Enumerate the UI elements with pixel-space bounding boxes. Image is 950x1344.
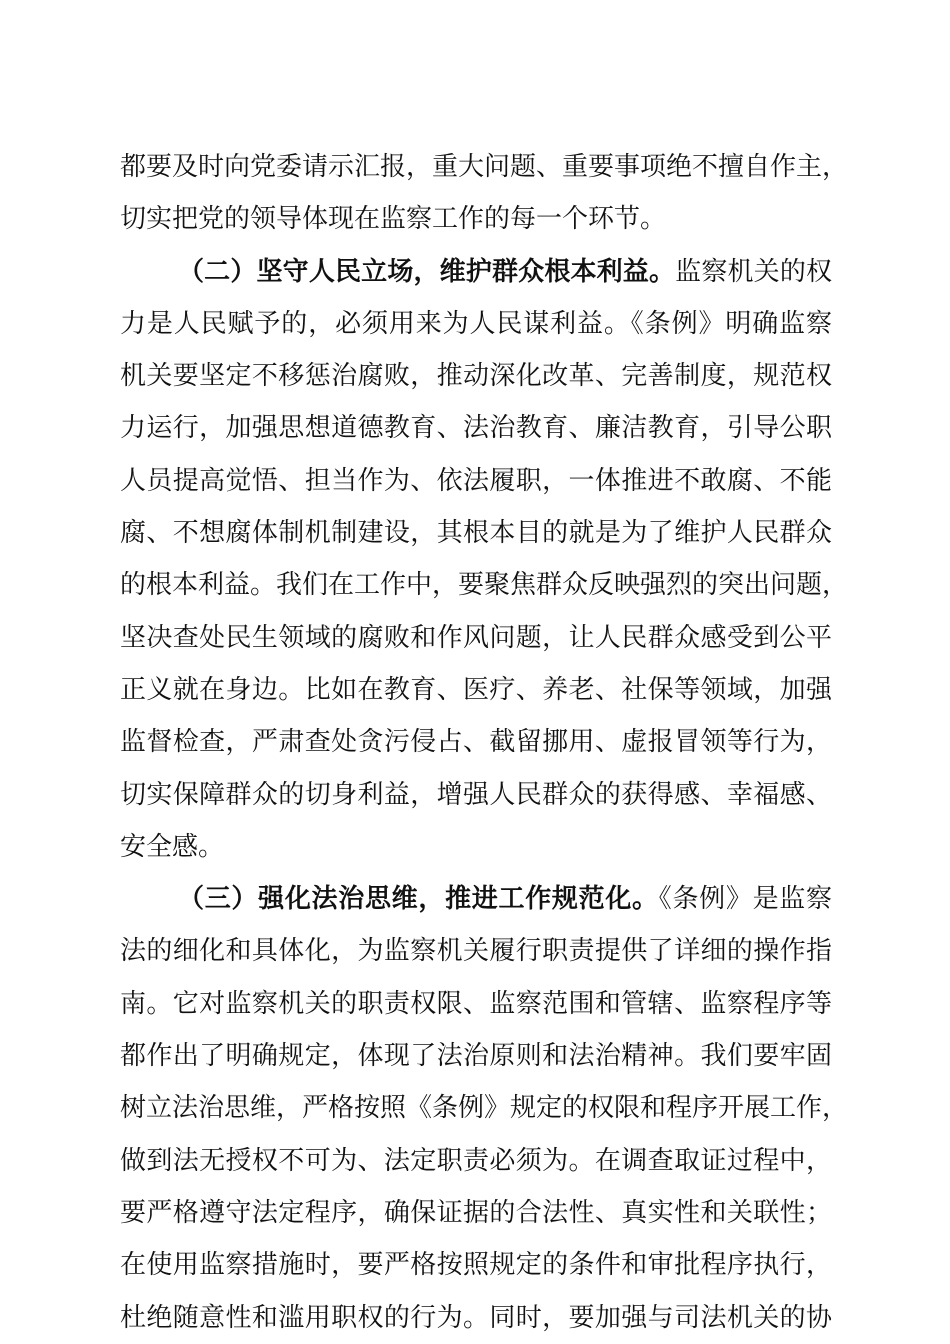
paragraph-line: 机关要坚定不移惩治腐败，推动深化改革、完善制度，规范权 <box>120 361 832 392</box>
section-2-first-line <box>120 246 832 298</box>
paragraph-line: 在使用监察措施时，要严格按照规定的条件和审批程序执行， <box>120 1250 832 1281</box>
section-2-heading: （二）坚守人民立场，维护群众根本利益。 <box>178 256 676 287</box>
paragraph-line: 正义就在身边。比如在教育、医疗、养老、社保等领域，加强 <box>120 674 832 705</box>
paragraph-line: 的根本利益。我们在工作中，要聚焦群众反映强烈的突出问题， <box>120 570 849 601</box>
section-3-heading: （三）强化法治思维，推进工作规范化。 <box>178 884 659 915</box>
paragraph-line: 杜绝随意性和滥用职权的行为。同时，要加强与司法机关的协 <box>120 1302 832 1333</box>
paragraph-line: 树立法治思维，严格按照《条例》规定的权限和程序开展工作， <box>120 1093 849 1124</box>
section-2-lead-text: 监察机关的权 <box>675 256 832 287</box>
section-3-lead-text: 《条例》是监察 <box>658 884 832 915</box>
paragraph-line: 法的细化和具体化，为监察机关履行职责提供了详细的操作指 <box>120 936 832 967</box>
paragraph-line: 力运行，加强思想道德教育、法治教育、廉洁教育，引导公职 <box>120 413 832 444</box>
paragraph-line: 切实保障群众的切身利益，增强人民群众的获得感、幸福感、 <box>120 779 832 810</box>
paragraph-line: 坚决查处民生领域的腐败和作风问题，让人民群众感受到公平 <box>120 622 832 653</box>
paragraph-line: 切实把党的领导体现在监察工作的每一个环节。 <box>120 204 667 235</box>
paragraph-line: 都要及时向党委请示汇报，重大问题、重要事项绝不擅自作主， <box>120 152 849 182</box>
paragraph-line: 人员提高觉悟、担当作为、依法履职，一体推进不敢腐、不能 <box>120 465 832 496</box>
paragraph-line: 安全感。 <box>120 831 225 862</box>
paragraph-line: 南。它对监察机关的职责权限、监察范围和管辖、监察程序等 <box>120 988 832 1019</box>
paragraph-line: 都作出了明确规定，体现了法治原则和法治精神。我们要牢固 <box>120 1041 832 1072</box>
paragraph-line: 力是人民赋予的，必须用来为人民谋利益。《条例》明确监察 <box>120 308 832 339</box>
paragraph-line: 要严格遵守法定程序，确保证据的合法性、真实性和关联性； <box>120 1197 832 1228</box>
paragraph-line: 做到法无授权不可为、法定职责必须为。在调查取证过程中， <box>120 1145 832 1176</box>
document-body <box>120 141 849 1344</box>
paragraph-line: 腐、不想腐体制机制建设，其根本目的就是为了维护人民群众 <box>120 518 832 549</box>
section-3-first-line <box>120 873 832 925</box>
paragraph-line: 监督检查，严肃查处贪污侵占、截留挪用、虚报冒领等行为， <box>120 727 832 758</box>
